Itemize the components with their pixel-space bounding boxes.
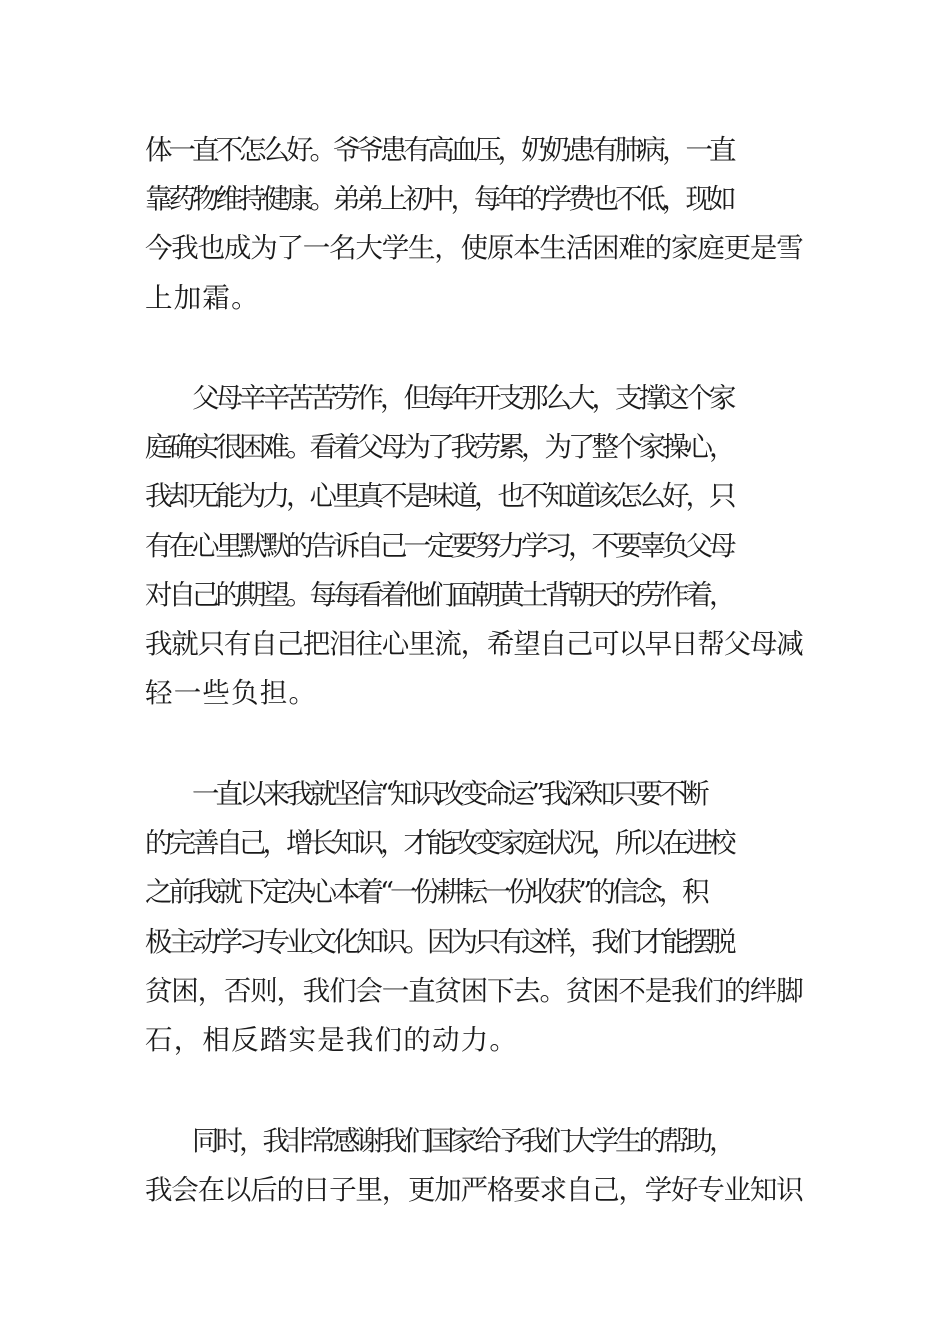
text-line: 我会在以后的日子里，更加严格要求自己，学好专业知识 xyxy=(145,1174,803,1207)
text-line: 今我也成为了一名大学生，使原本生活困难的家庭更是雪 xyxy=(145,232,803,265)
text-line: 有在心里默默的告诉自己一定要努力学习，不要辜负父母 xyxy=(145,529,733,562)
text-line: 我却无能为力，心里真不是味道，也不知道该怎么好，只 xyxy=(145,480,733,513)
text-line: 上加霜。 xyxy=(145,281,260,314)
text-line: 我就只有自己把泪往心里流，希望自己可以早日帮父母减 xyxy=(145,627,803,660)
paragraph-gratitude xyxy=(145,1117,803,1215)
paragraph-knowledge-changes-destiny xyxy=(145,770,803,1065)
text-line: 之前我就下定决心本着“一份耕耘一份收获”的信念，积 xyxy=(145,876,706,909)
text-line: 石，相反踏实是我们的动力。 xyxy=(145,1023,519,1056)
text-line: 同时，我非常感谢我们国家给予我们大学生的帮助， xyxy=(145,1125,733,1157)
paragraph-family-health xyxy=(145,126,803,323)
text-line: 体一直不怎么好。爷爷患有高血压，奶奶患有肺病，一直 xyxy=(145,134,733,166)
text-line: 对自己的期望。每每看着他们面朝黄土背朝天的劳作着， xyxy=(145,578,733,611)
text-line: 的完善自己，增长知识，才能改变家庭状况，所以在进校 xyxy=(145,827,733,860)
text-line: 父母辛辛苦苦劳作，但每年开支那么大，支撑这个家 xyxy=(145,382,733,414)
text-line: 轻一些负担。 xyxy=(145,677,318,710)
text-line: 庭确实很困难。看着父母为了我劳累，为了整个家操心， xyxy=(145,431,733,464)
text-line: 极主动学习专业文化知识。因为只有这样，我们才能摆脱 xyxy=(145,925,733,958)
text-line: 贫困，否则，我们会一直贫困下去。贫困不是我们的绊脚 xyxy=(145,974,803,1007)
paragraph-parents-labor xyxy=(145,374,803,718)
text-line: 靠药物维持健康。弟弟上初中，每年的学费也不低，现如 xyxy=(145,183,733,216)
text-line: 一直以来我就坚信“知识改变命运”我深知只要不断 xyxy=(145,778,706,810)
